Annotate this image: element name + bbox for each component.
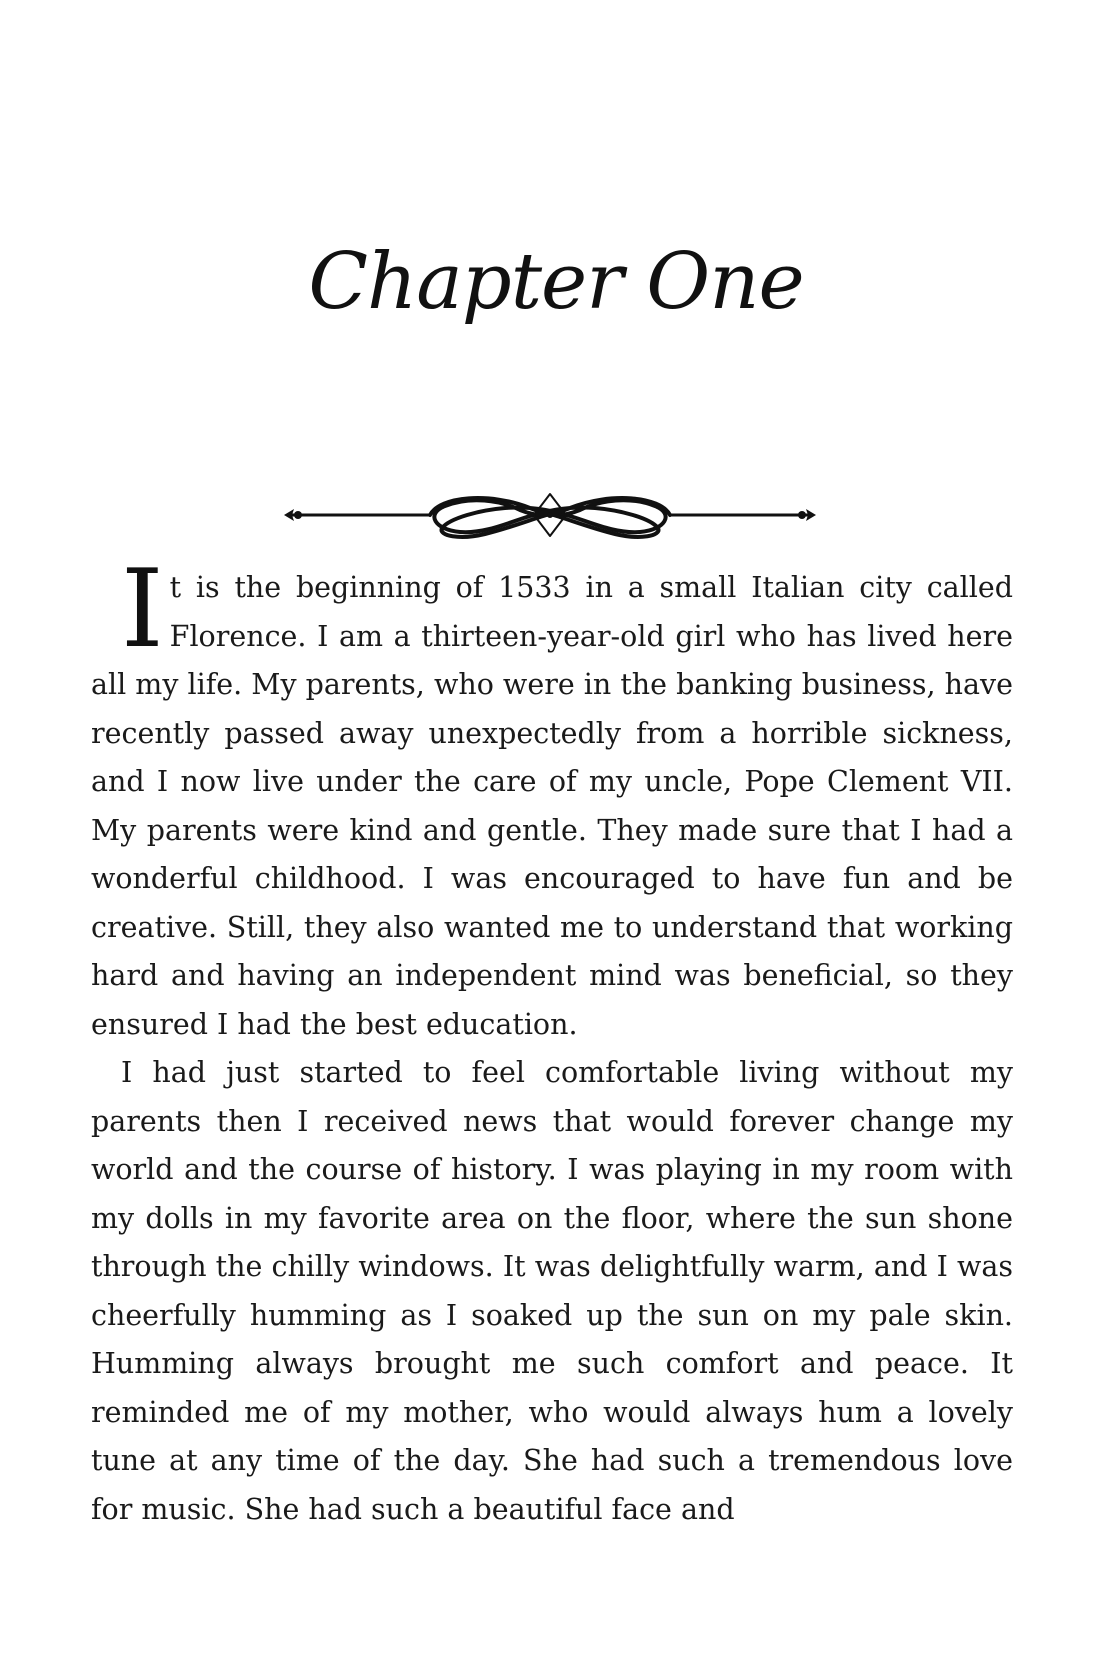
chapter-body (91, 547, 1013, 1534)
paragraph-2: I had just started to feel comfortable living without my parents then I received news that would forever change my world and the course of history. I was playing in my room with my dolls in my favorite area on the floor, where the sun shone through the chilly windows. It was delightfully warm, and I was cheerfully humming as I soaked up the sun on my pale skin. Humming always brought me such comfort and peace. It reminded me of my mother, who would always hum a lovely tune at any time of the day. She had such a tremendous love for music. She had such a beautiful face and (91, 1056, 1013, 1526)
paragraph-1-text: t is the beginning of 1533 in a small Italian city called Florence. I am a thirteen-year-old girl who has lived here all my life. My parents, who were in the banking business, have recently passed away unexpectedly from a horrible sickness, and I now live under the care of my uncle, Pope Clement VII. My parents were kind and gentle. They made sure that I had a wonderful childhood. I was encouraged to have fun and be creative. Still, they also wanted me to understand that working hard and having an independent mind was beneficial, so they ensured I had the best education. (91, 571, 1013, 1041)
flourish-divider-icon (280, 478, 820, 550)
chapter-title: Chapter One (308, 237, 804, 327)
paragraph-1 (91, 547, 1013, 1049)
drop-cap: I (121, 547, 164, 672)
